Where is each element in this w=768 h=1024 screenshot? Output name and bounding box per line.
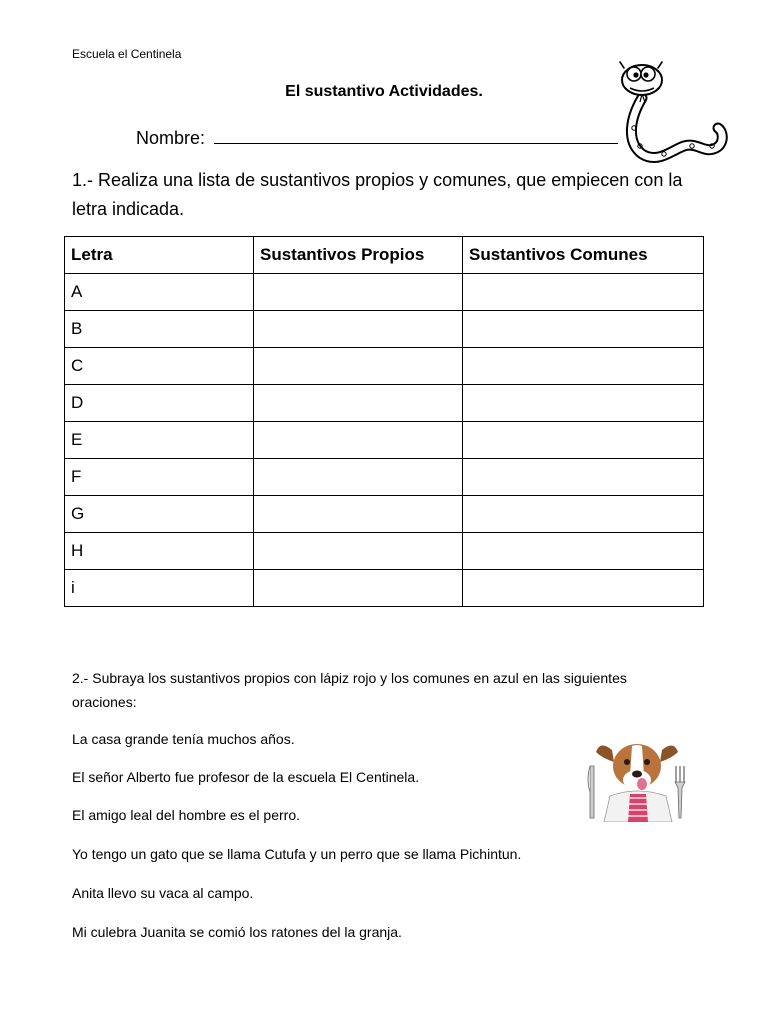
table-row <box>65 311 704 348</box>
sentence-5: Anita llevo su vaca al campo. <box>72 885 254 901</box>
page-title: El sustantivo Actividades. <box>285 83 483 100</box>
proper-noun-cell[interactable] <box>254 496 463 533</box>
letter-cell: D <box>65 385 254 422</box>
proper-noun-cell[interactable] <box>254 533 463 570</box>
dog-with-cutlery-icon <box>582 736 692 822</box>
question-1-text: 1.- Realiza una lista de sustantivos propios y comunes, que empiecen con la letra indicada. <box>72 170 683 219</box>
letter-cell: F <box>65 459 254 496</box>
question-2-text: 2.- Subraya los sustantivos propios con lápiz rojo y los comunes en azul en las siguientes oraciones: <box>72 670 627 710</box>
table-row <box>65 533 704 570</box>
letter-cell: i <box>65 570 254 607</box>
table-row <box>65 274 704 311</box>
name-field <box>136 125 618 149</box>
common-noun-cell[interactable] <box>463 348 704 385</box>
letter-cell: C <box>65 348 254 385</box>
common-noun-cell[interactable] <box>463 570 704 607</box>
name-label: Nombre: <box>136 128 206 148</box>
common-noun-cell[interactable] <box>463 422 704 459</box>
common-noun-cell[interactable] <box>463 311 704 348</box>
sentence-3: El amigo leal del hombre es el perro. <box>72 807 301 823</box>
table-row <box>65 385 704 422</box>
common-noun-cell[interactable] <box>463 385 704 422</box>
school-name: Escuela el Centinela <box>72 47 182 61</box>
proper-noun-cell[interactable] <box>254 570 463 607</box>
proper-noun-cell[interactable] <box>254 422 463 459</box>
snake-clipart-icon <box>612 58 728 166</box>
nouns-table <box>64 236 704 607</box>
table-row <box>65 422 704 459</box>
table-row <box>65 496 704 533</box>
sentence-6: Mi culebra Juanita se comió los ratones del la granja. <box>72 924 402 940</box>
letter-cell: A <box>65 274 254 311</box>
letter-cell: B <box>65 311 254 348</box>
table-row <box>65 570 704 607</box>
header-letra: Letra <box>65 237 254 274</box>
sentence-1: La casa grande tenía muchos años. <box>72 731 295 747</box>
table-row <box>65 348 704 385</box>
table-row <box>65 459 704 496</box>
proper-noun-cell[interactable] <box>254 459 463 496</box>
header-sustantivos-propios: Sustantivos Propios <box>254 237 463 274</box>
proper-noun-cell[interactable] <box>254 348 463 385</box>
header-sustantivos-comunes: Sustantivos Comunes <box>463 237 704 274</box>
letter-cell: G <box>65 496 254 533</box>
sentence-4: Yo tengo un gato que se llama Cutufa y un perro que se llama Pichintun. <box>72 846 522 862</box>
table-header-row <box>65 237 704 274</box>
letter-cell: H <box>65 533 254 570</box>
proper-noun-cell[interactable] <box>254 311 463 348</box>
proper-noun-cell[interactable] <box>254 274 463 311</box>
common-noun-cell[interactable] <box>463 459 704 496</box>
letter-cell: E <box>65 422 254 459</box>
common-noun-cell[interactable] <box>463 496 704 533</box>
common-noun-cell[interactable] <box>463 274 704 311</box>
sentence-2: El señor Alberto fue profesor de la escuela El Centinela. <box>72 769 420 785</box>
common-noun-cell[interactable] <box>463 533 704 570</box>
name-blank-line[interactable] <box>214 125 618 144</box>
proper-noun-cell[interactable] <box>254 385 463 422</box>
